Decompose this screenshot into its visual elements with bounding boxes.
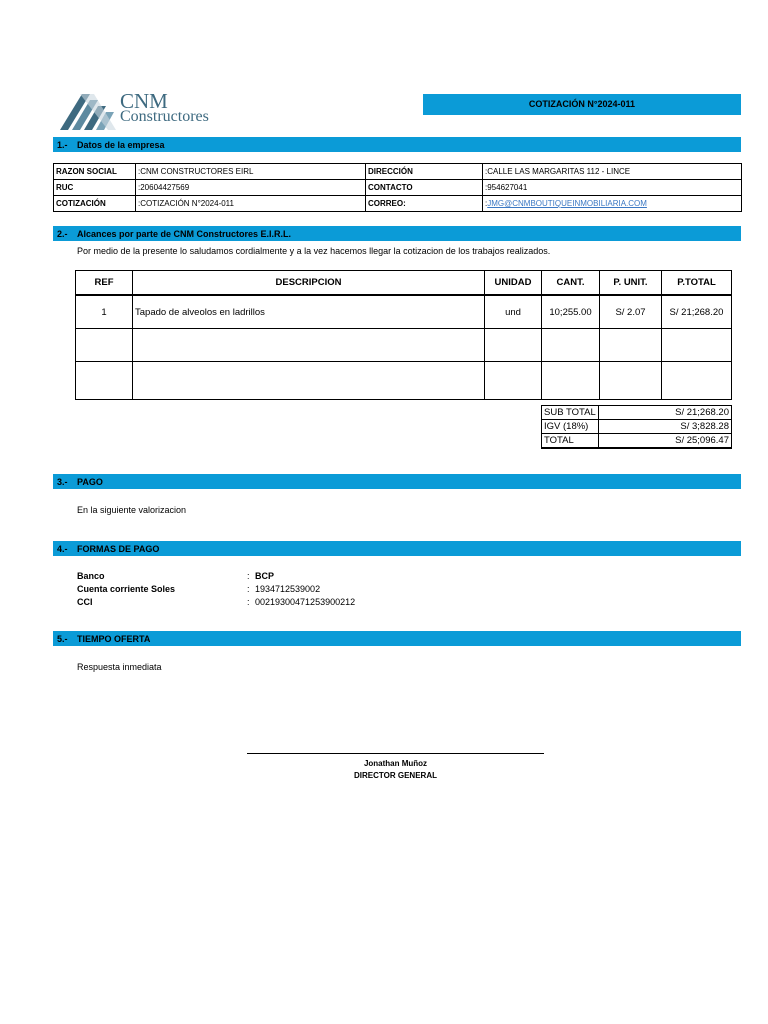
- table-row: [542, 434, 732, 449]
- section-5-title: TIEMPO OFERTA: [77, 634, 151, 644]
- totals-table: [541, 405, 732, 449]
- separator: :: [138, 183, 141, 192]
- correo-link[interactable]: JMG@CNMBOUTIQUEINMOBILIARIA.COM: [487, 199, 647, 208]
- table-row: [54, 164, 742, 180]
- col-header-punit: P. UNIT.: [600, 271, 662, 296]
- igv-label: IGV (18%): [542, 420, 599, 434]
- section-4-title: FORMAS DE PAGO: [77, 544, 160, 554]
- section-4-header: [53, 541, 741, 556]
- col-header-cant: CANT.: [542, 271, 600, 296]
- section-1-number: 1.-: [57, 140, 68, 150]
- company-logo: [58, 90, 230, 130]
- section-2-header: [53, 226, 741, 241]
- empty-cell: [600, 329, 662, 362]
- subtotal-value: S/ 21;268.20: [599, 406, 732, 420]
- total-value: S/ 25;096.47: [599, 434, 732, 449]
- igv-value: S/ 3;828.28: [599, 420, 732, 434]
- section-1-title: Datos de la empresa: [77, 140, 165, 150]
- col-header-unidad: UNIDAD: [485, 271, 542, 296]
- cuenta-value: 1934712539002: [255, 584, 321, 594]
- section-2-title: Alcances por parte de CNM Constructores E.I.R.L.: [77, 229, 292, 239]
- table-row: [54, 180, 742, 196]
- cci-value: 00219300471253900212: [255, 597, 356, 607]
- table-row: [76, 295, 732, 329]
- banco-value: BCP: [255, 571, 275, 581]
- item-descripcion: Tapado de alveolos en ladrillos: [133, 295, 485, 329]
- cuenta-label: Cuenta corriente Soles: [77, 584, 176, 594]
- signature-line: [247, 753, 544, 754]
- empty-cell: [542, 362, 600, 400]
- table-row: [542, 420, 732, 434]
- empty-cell: [485, 329, 542, 362]
- contacto-label: CONTACTO: [366, 180, 483, 196]
- intro-text: Por medio de la presente lo saludamos cordialmente y a la vez hacemos llegar la cotizacion de los trabajos realizados.: [77, 246, 551, 256]
- items-header-row: [76, 271, 732, 296]
- razon-social-value: CNM CONSTRUCTORES EIRL: [140, 167, 254, 176]
- table-row-empty: [76, 329, 732, 362]
- empty-cell: [485, 362, 542, 400]
- subtotal-label: SUB TOTAL: [542, 406, 599, 420]
- oferta-text: Respuesta inmediata: [77, 662, 162, 672]
- total-label: TOTAL: [542, 434, 599, 449]
- empty-cell: [76, 362, 133, 400]
- empty-cell: [662, 329, 732, 362]
- empty-cell: [133, 329, 485, 362]
- table-row: [54, 196, 742, 212]
- banco-label: Banco: [77, 571, 105, 581]
- company-info-table: [53, 163, 742, 212]
- separator: :: [138, 167, 141, 176]
- table-row: [542, 406, 732, 420]
- empty-cell: [542, 329, 600, 362]
- section-5-number: 5.-: [57, 634, 68, 644]
- separator: :: [138, 199, 141, 208]
- section-3-title: PAGO: [77, 477, 103, 487]
- cotizacion-label: COTIZACIÓN: [54, 196, 136, 212]
- logo-text-constructores: Constructores: [120, 108, 209, 125]
- logo-text-cnm: CNM: [120, 89, 168, 113]
- section-3-header: [53, 474, 741, 489]
- empty-cell: [600, 362, 662, 400]
- contacto-value: 954627041: [487, 183, 528, 192]
- cotizacion-cell: [136, 196, 366, 212]
- item-punit: S/ 2.07: [600, 295, 662, 329]
- ruc-label: RUC: [54, 180, 136, 196]
- razon-social-cell: [136, 164, 366, 180]
- pago-text: En la siguiente valorizacion: [77, 505, 187, 515]
- items-table: [75, 270, 732, 400]
- direccion-label: DIRECCIÓN: [366, 164, 483, 180]
- quote-title-bar: [423, 94, 741, 115]
- logo-mark-icon: [58, 90, 120, 130]
- direccion-value: CALLE LAS MARGARITAS 112 - LINCE: [487, 167, 631, 176]
- signature-role: DIRECTOR GENERAL: [354, 771, 437, 780]
- section-3-number: 3.-: [57, 477, 68, 487]
- col-header-descripcion: DESCRIPCION: [133, 271, 485, 296]
- empty-cell: [133, 362, 485, 400]
- separator: :: [485, 167, 488, 176]
- col-header-ptotal: P.TOTAL: [662, 271, 732, 296]
- correo-label: CORREO:: [366, 196, 483, 212]
- separator: :: [485, 183, 488, 192]
- signature-name: Jonathan Muñoz: [363, 759, 428, 768]
- separator: :: [247, 597, 250, 607]
- ruc-cell: [136, 180, 366, 196]
- ruc-value: 20604427569: [140, 183, 190, 192]
- separator: :: [247, 571, 250, 581]
- direccion-cell: [483, 164, 742, 180]
- separator: :: [247, 584, 250, 594]
- quote-title: COTIZACIÓN N°2024-011: [528, 99, 636, 109]
- empty-cell: [662, 362, 732, 400]
- separator: :: [485, 199, 488, 208]
- cci-label: CCI: [77, 597, 93, 607]
- item-ref: 1: [76, 295, 133, 329]
- section-5-header: [53, 631, 741, 646]
- section-2-number: 2.-: [57, 229, 68, 239]
- item-unidad: und: [485, 295, 542, 329]
- cotizacion-value: COTIZACIÓN N°2024-011: [140, 199, 234, 208]
- contacto-cell: [483, 180, 742, 196]
- razon-social-label: RAZON SOCIAL: [54, 164, 136, 180]
- table-row-empty: [76, 362, 732, 400]
- col-header-ref: REF: [76, 271, 133, 296]
- section-4-number: 4.-: [57, 544, 68, 554]
- section-1-header: [53, 137, 741, 152]
- item-ptotal: S/ 21;268.20: [662, 295, 732, 329]
- empty-cell: [76, 329, 133, 362]
- item-cant: 10;255.00: [542, 295, 600, 329]
- correo-cell: [483, 196, 742, 212]
